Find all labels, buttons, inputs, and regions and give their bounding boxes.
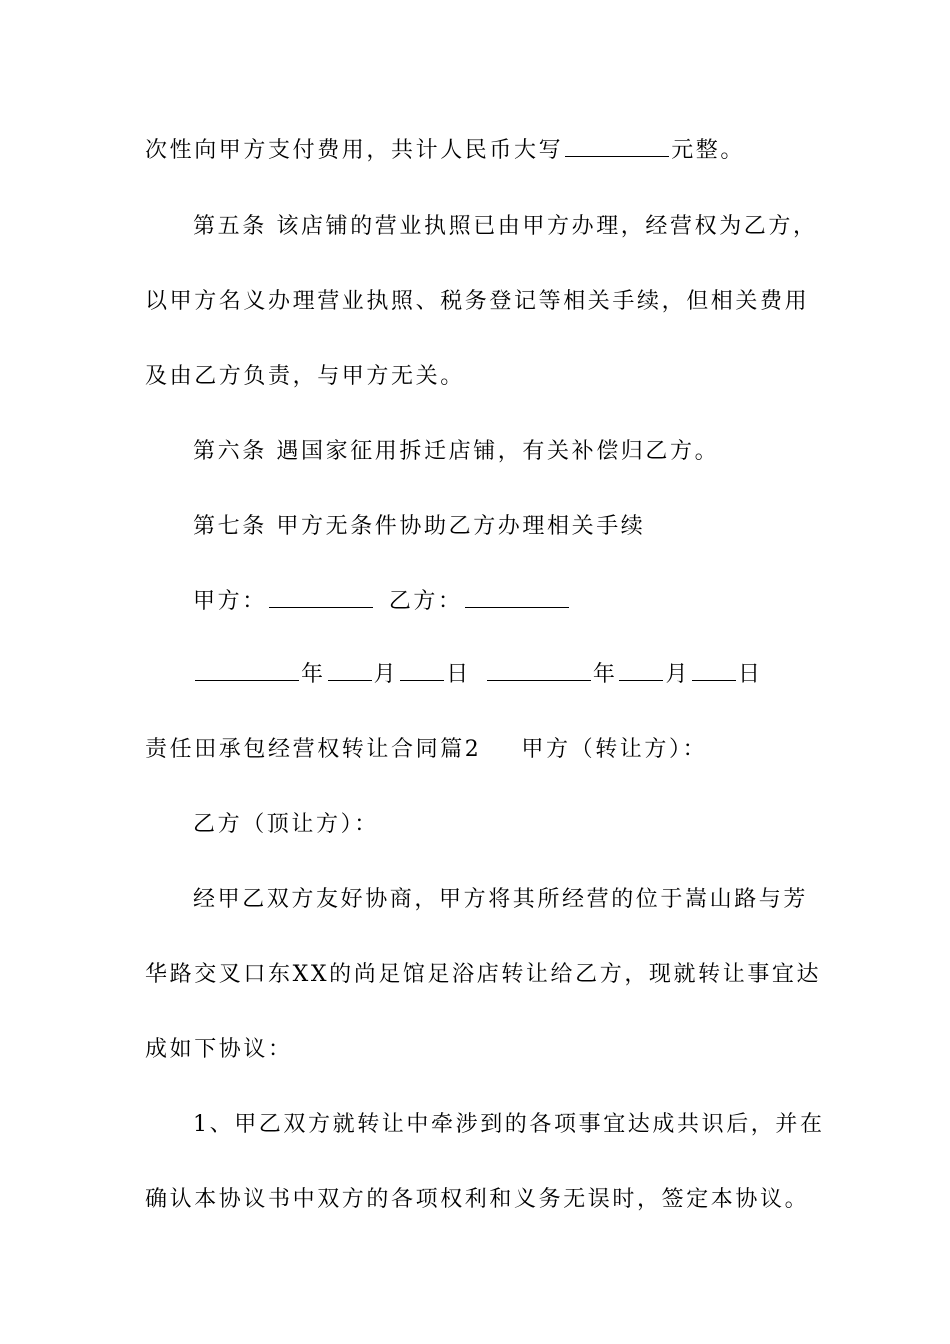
article-6: 第六条 遇国家征用拆迁店铺，有关补偿归乙方。	[193, 439, 720, 464]
day-blank	[400, 660, 444, 681]
month-label-2: 月	[665, 662, 691, 687]
month-blank-2	[619, 660, 663, 681]
agreement-intro-line-1: 经甲乙双方友好协商，甲方将其所经营的位于嵩山路与芳	[193, 887, 809, 912]
month-label: 月	[373, 662, 399, 687]
day-blank-2	[692, 660, 736, 681]
transferor-label: 甲方（转让方）：	[521, 737, 708, 762]
payment-text: 次性向甲方支付费用，共计人民币大写	[145, 138, 564, 163]
agreement-intro-line-3: 成如下协议：	[145, 1037, 293, 1062]
party-a-blank	[269, 587, 373, 608]
payment-text-end: 元整。	[671, 138, 746, 163]
date-line	[193, 660, 763, 690]
amount-blank	[565, 136, 669, 157]
party-b-blank	[465, 587, 569, 608]
year-label-2: 年	[592, 662, 618, 687]
year-label: 年	[301, 662, 326, 687]
year-blank-2	[487, 660, 591, 681]
article-7: 第七条 甲方无条件协助乙方办理相关手续	[193, 514, 646, 539]
article-5-line-3: 及由乙方负责，与甲方无关。	[145, 364, 465, 389]
transferee-label: 乙方（顶让方）：	[193, 812, 379, 837]
article-5-line-1: 第五条 该店铺的营业执照已由甲方办理，经营权为乙方，	[193, 214, 818, 239]
section-heading-line	[145, 735, 707, 765]
clause-1-line-2: 确认本协议书中双方的各项权利和义务无误时，签定本协议。	[145, 1187, 810, 1212]
month-blank	[328, 660, 372, 681]
section-title: 责任田承包经营权转让合同篇2	[145, 737, 482, 762]
day-label: 日	[446, 662, 471, 687]
party-a-label: 甲方：	[193, 589, 267, 614]
clause-1-line-1: 1、甲乙双方就转让中牵涉到的各项事宜达成共识后，并在	[193, 1112, 825, 1137]
year-blank	[195, 660, 299, 681]
day-label-2: 日	[738, 662, 763, 687]
article-5-line-2: 以甲方名义办理营业执照、税务登记等相关手续，但相关费用	[145, 289, 810, 314]
signature-line	[193, 587, 571, 617]
paragraph-line-payment	[145, 136, 745, 166]
agreement-intro-line-2: 华路交叉口东XX的尚足馆足浴店转让给乙方，现就转让事宜达	[145, 962, 822, 987]
party-b-label: 乙方：	[388, 589, 463, 614]
